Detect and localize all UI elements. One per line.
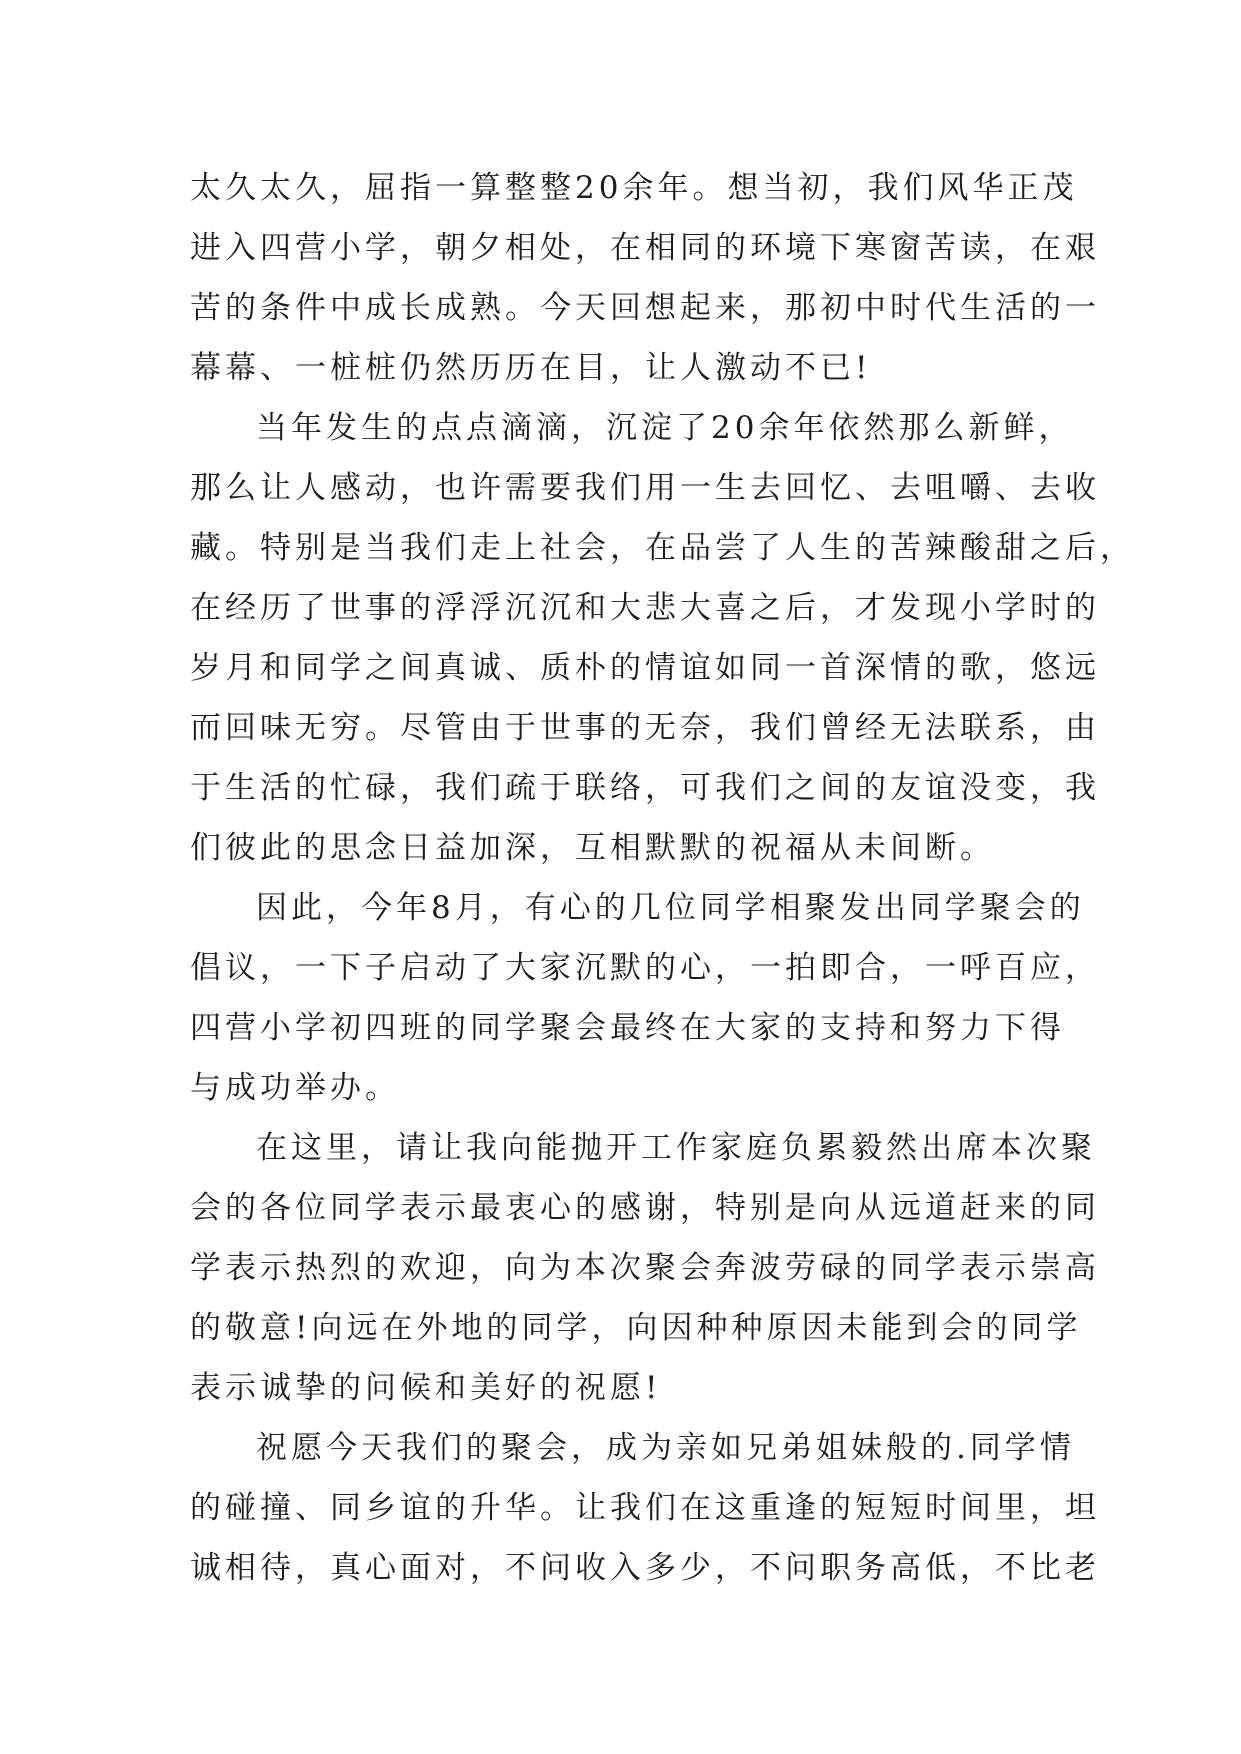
text-line: 太久太久，屈指一算整整20余年。想当初，我们风华正茂 [190,170,1078,206]
text-line: 们彼此的思念日益加深，互相默默的祝福从未间断。 [190,830,995,866]
paragraph-first-line: 因此，今年8月，有心的几位同学相聚发出同学聚会的 [256,890,1085,926]
text-line: 学表示热烈的欢迎，向为本次聚会奔波劳碌的同学表示崇高 [190,1250,1100,1286]
text-line: 藏。特别是当我们走上社会，在品尝了人生的苦辣酸甜之后， [190,530,1135,566]
text-line: 岁月和同学之间真诚、质朴的情谊如同一首深情的歌，悠远 [190,650,1100,686]
paragraph-first-line: 祝愿今天我们的聚会，成为亲如兄弟姐妹般的.同学情 [256,1430,1075,1466]
text-line: 诚相待，真心面对，不问收入多少，不问职务高低，不比老 [190,1550,1100,1586]
text-line: 进入四营小学，朝夕相处，在相同的环境下寒窗苦读，在艰 [190,230,1100,266]
text-line: 会的各位同学表示最衷心的感谢，特别是向从远道赶来的同 [190,1190,1100,1226]
text-line: 四营小学初四班的同学聚会最终在大家的支持和努力下得 [190,1010,1065,1046]
text-line: 与成功举办。 [190,1070,400,1106]
paragraph-first-line: 当年发生的点点滴滴，沉淀了20余年依然那么新鲜， [256,410,1074,446]
body-text [190,158,1135,1598]
text-line: 表示诚挚的问候和美好的祝愿! [190,1370,662,1406]
text-line: 的碰撞、同乡谊的升华。让我们在这重逢的短短时间里，坦 [190,1490,1100,1526]
text-line: 苦的条件中成长成熟。今天回想起来，那初中时代生活的一 [190,290,1100,326]
text-line: 而回味无穷。尽管由于世事的无奈，我们曾经无法联系，由 [190,710,1100,746]
text-line: 于生活的忙碌，我们疏于联络，可我们之间的友谊没变，我 [190,770,1100,806]
text-line: 幕幕、一桩桩仍然历历在目，让人激动不已! [190,350,872,386]
text-line: 那么让人感动，也许需要我们用一生去回忆、去咀嚼、去收 [190,470,1100,506]
text-line: 倡议，一下子启动了大家沉默的心，一拍即合，一呼百应， [190,950,1100,986]
text-line: 在经历了世事的浮浮沉沉和大悲大喜之后，才发现小学时的 [190,590,1100,626]
text-line: 的敬意!向远在外地的同学，向因种种原因未能到会的同学 [190,1310,1082,1346]
paragraph-first-line: 在这里，请让我向能抛开工作家庭负累毅然出席本次聚 [256,1130,1096,1166]
